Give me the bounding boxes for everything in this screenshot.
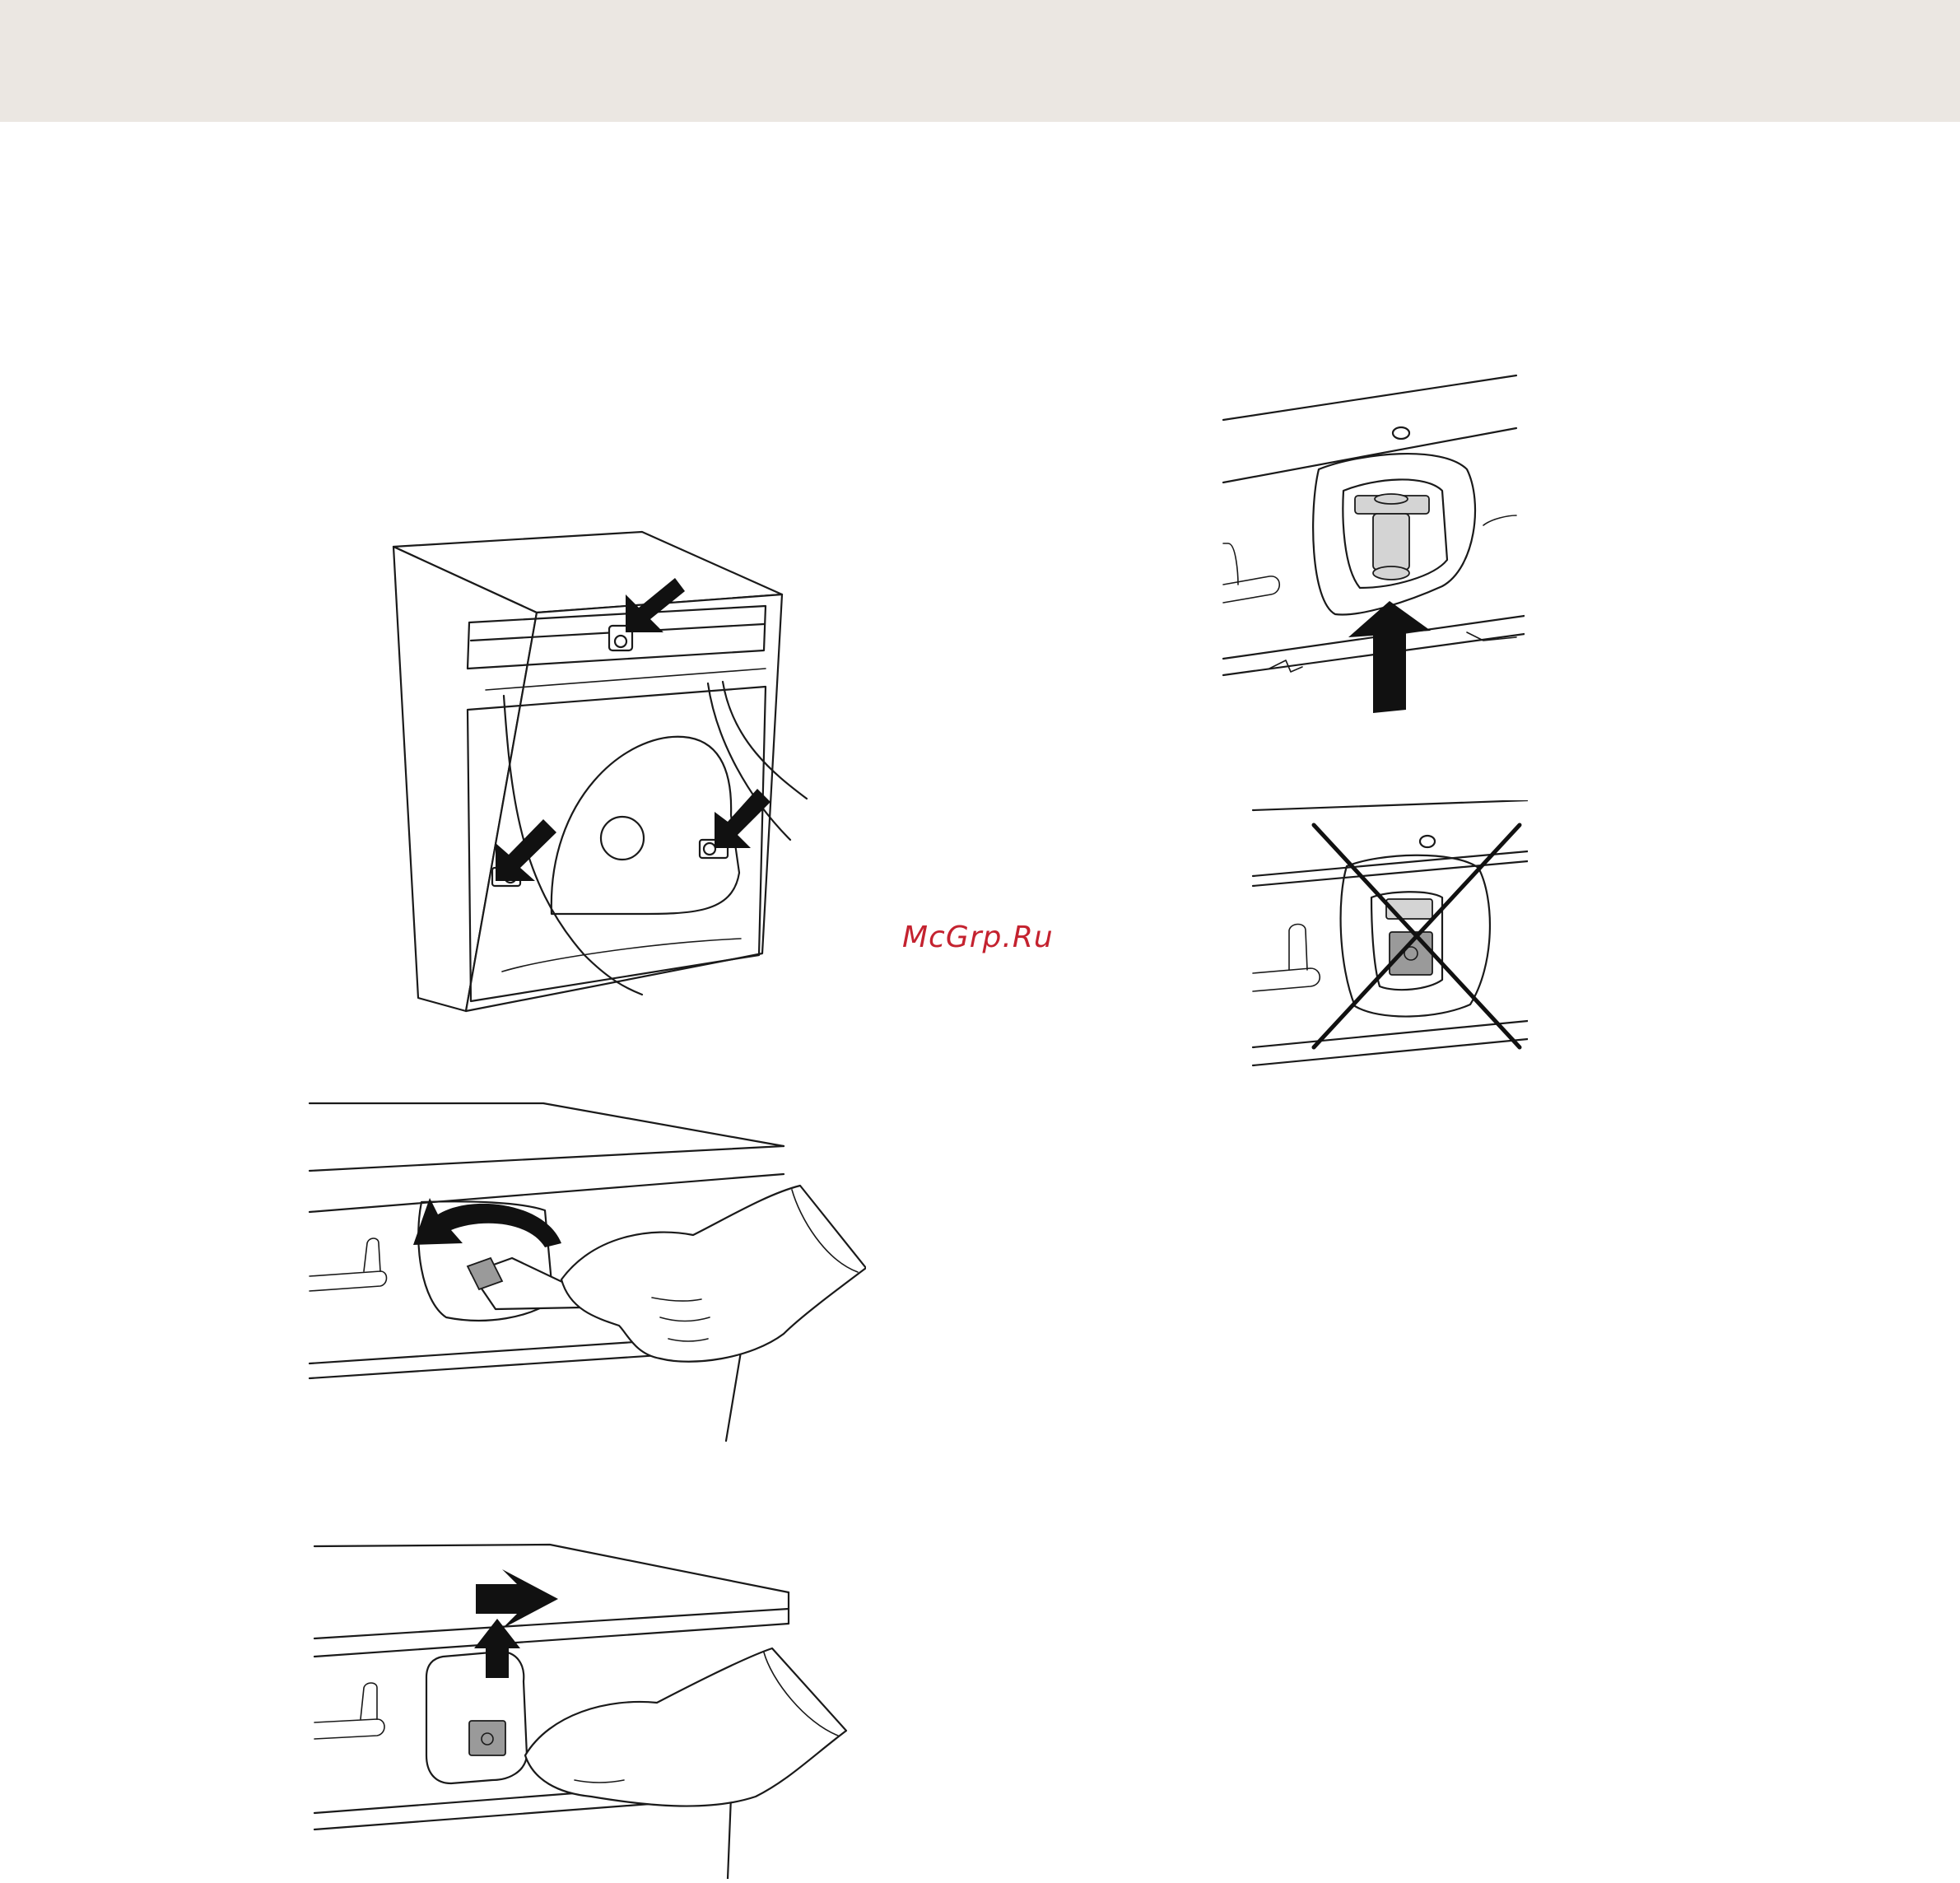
remove-bolt-figure: [311, 1533, 871, 1879]
washer-rear-view-figure: [379, 527, 823, 1021]
bolt-push-up-figure: [1220, 371, 1525, 716]
bolt-wrong-illustration: [1248, 800, 1528, 1080]
wrench-unscrew-figure: [306, 1095, 866, 1449]
remove-bolt-illustration: [311, 1533, 871, 1879]
header-band: [0, 0, 1960, 122]
washer-rear-view-illustration: [379, 527, 823, 1021]
watermark-text: McGrp.Ru: [902, 921, 1054, 954]
bolt-wrong-figure: [1248, 800, 1528, 1080]
wrench-unscrew-illustration: [306, 1095, 866, 1449]
bolt-push-up-illustration: [1220, 371, 1525, 716]
